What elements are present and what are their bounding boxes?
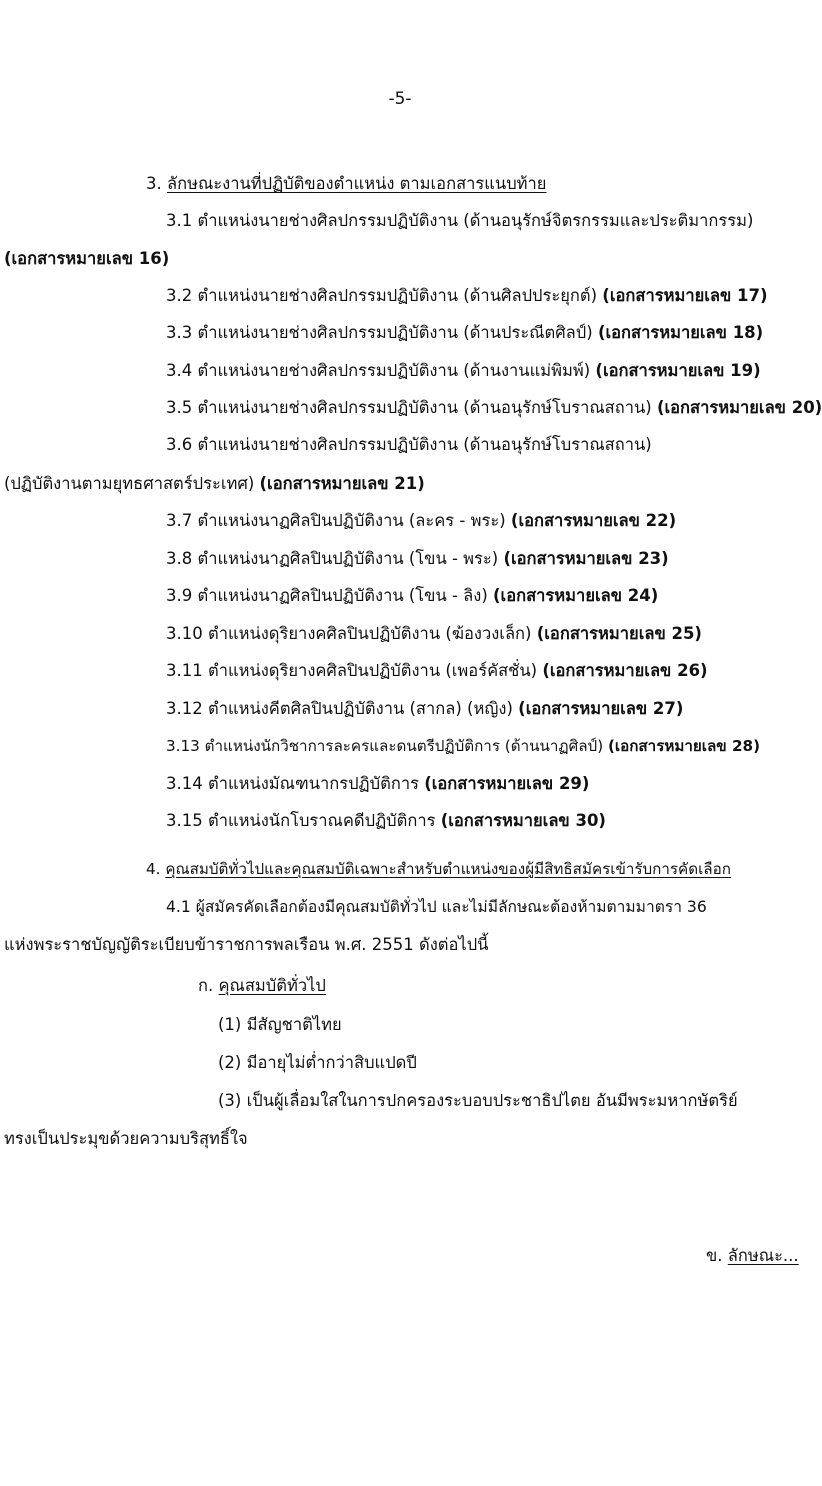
doc-ref: (เอกสารหมายเลข 26) — [542, 661, 708, 680]
section-3-number: 3. — [146, 174, 162, 193]
next-page-continuation — [706, 1245, 799, 1267]
item-3-6-cont — [4, 473, 425, 495]
page-number: -5- — [388, 89, 412, 109]
continuation-prefix: ข. — [706, 1246, 728, 1265]
item-text: 3.15 ตำแหน่งนักโบราณคดีปฏิบัติการ — [166, 811, 441, 830]
item-text: 3.14 ตำแหน่งมัณฑนากรปฏิบัติการ — [166, 774, 425, 793]
item-3-1: 3.1 ตำแหน่งนายช่างศิลปกรรมปฏิบัติงาน (ด้านอนุรักษ์จิตรกรรมและประติมากรรม) — [166, 211, 754, 230]
section-4-1-line2: แห่งพระราชบัญญัติระเบียบข้าราชการพลเรือน พ.ศ. 2551 ดังต่อไปนี้ — [4, 935, 489, 954]
qualification-1: (1) มีสัญชาติไทย — [218, 1015, 342, 1034]
doc-ref: (เอกสารหมายเลข 30) — [440, 811, 606, 830]
item-text: 3.2 ตำแหน่งนายช่างศิลปกรรมปฏิบัติงาน (ด้านศิลปประยุกต์) — [166, 286, 603, 305]
section-4-number: 4. — [146, 860, 161, 878]
item-text: 3.9 ตำแหน่งนาฏศิลปินปฏิบัติงาน (โขน - ลิง) — [166, 586, 494, 605]
item-3-12 — [166, 698, 683, 720]
doc-ref: (เอกสารหมายเลข 24) — [493, 586, 659, 605]
item-text: 3.8 ตำแหน่งนาฏศิลปินปฏิบัติงาน (โขน - พระ) — [166, 549, 504, 568]
item-3-3 — [166, 322, 763, 344]
section-4-title: คุณสมบัติทั่วไปและคุณสมบัติเฉพาะสำหรับตำแหน่งของผู้มีสิทธิสมัครเข้ารับการคัดเลือก — [165, 860, 731, 878]
sub-a-title: คุณสมบัติทั่วไป — [218, 976, 326, 995]
item-text: 3.12 ตำแหน่งคีตศิลปินปฏิบัติงาน (สากล) (หญิง) — [166, 699, 519, 718]
section-3-title: ลักษณะงานที่ปฏิบัติของตำแหน่ง ตามเอกสารแนบท้าย — [167, 174, 547, 193]
sub-a-heading — [198, 975, 326, 997]
doc-ref: (เอกสารหมายเลข 23) — [503, 549, 669, 568]
continuation-text: ลักษณะ... — [727, 1246, 799, 1265]
item-3-10 — [166, 623, 702, 645]
item-text: 3.4 ตำแหน่งนายช่างศิลปกรรมปฏิบัติงาน (ด้านงานแม่พิมพ์) — [166, 361, 596, 380]
doc-ref: (เอกสารหมายเลข 18) — [597, 323, 764, 342]
section-3-heading — [146, 173, 546, 195]
item-3-6: 3.6 ตำแหน่งนายช่างศิลปกรรมปฏิบัติงาน (ด้านอนุรักษ์โบราณสถาน) — [166, 435, 652, 454]
section-4-heading — [146, 858, 731, 880]
item-3-5 — [166, 397, 822, 419]
item-3-11 — [166, 660, 708, 682]
doc-ref: (เอกสารหมายเลข 29) — [424, 774, 590, 793]
item-text: 3.11 ตำแหน่งดุริยางคศิลปินปฏิบัติงาน (เพอร์คัสชั่น) — [166, 661, 543, 680]
item-3-13 — [166, 735, 760, 757]
item-3-8 — [166, 548, 669, 570]
item-3-7 — [166, 510, 676, 532]
doc-ref: (เอกสารหมายเลข 20) — [656, 398, 822, 417]
item-3-14 — [166, 773, 589, 795]
doc-ref: (เอกสารหมายเลข 19) — [595, 361, 761, 380]
sub-a-prefix: ก. — [198, 976, 219, 995]
qualification-2: (2) มีอายุไม่ต่ำกว่าสิบแปดปี — [218, 1053, 417, 1072]
section-4-1-line1: 4.1 ผู้สมัครคัดเลือกต้องมีคุณสมบัติทั่วไป และไม่มีลักษณะต้องห้ามตามมาตรา 36 — [166, 898, 707, 916]
item-text: 3.13 ตำแหน่งนักวิชาการละครและดนตรีปฏิบัติการ (ด้านนาฏศิลป์) — [166, 737, 608, 755]
item-3-15 — [166, 810, 606, 832]
item-text: 3.3 ตำแหน่งนายช่างศิลปกรรมปฏิบัติงาน (ด้านประณีตศิลป์) — [166, 323, 598, 342]
doc-ref: (เอกสารหมายเลข 17) — [602, 286, 768, 305]
item-text: 3.7 ตำแหน่งนาฏศิลปินปฏิบัติงาน (ละคร - พระ) — [166, 511, 511, 530]
doc-ref: (เอกสารหมายเลข 27) — [518, 699, 684, 718]
item-3-9 — [166, 585, 658, 607]
item-text: (ปฏิบัติงานตามยุทธศาสตร์ประเทศ) — [4, 474, 260, 493]
qualification-3: (3) เป็นผู้เลื่อมใสในการปกครองระบอบประชาธิปไตย อันมีพระมหากษัตริย์ — [218, 1091, 738, 1110]
item-3-4 — [166, 360, 761, 382]
item-text: 3.5 ตำแหน่งนายช่างศิลปกรรมปฏิบัติงาน (ด้านอนุรักษ์โบราณสถาน) — [166, 398, 657, 417]
doc-ref: (เอกสารหมายเลข 21) — [259, 474, 425, 493]
doc-ref: (เอกสารหมายเลข 25) — [536, 624, 702, 643]
doc-ref: (เอกสารหมายเลข 22) — [510, 511, 677, 530]
item-3-2 — [166, 285, 768, 307]
item-text: 3.10 ตำแหน่งดุริยางคศิลปินปฏิบัติงาน (ฆ้องวงเล็ก) — [166, 624, 537, 643]
item-3-1-doc-ref: (เอกสารหมายเลข 16) — [4, 249, 170, 268]
qualification-3-cont: ทรงเป็นประมุขด้วยความบริสุทธิ์ใจ — [4, 1129, 248, 1148]
doc-ref: (เอกสารหมายเลข 28) — [607, 737, 761, 755]
